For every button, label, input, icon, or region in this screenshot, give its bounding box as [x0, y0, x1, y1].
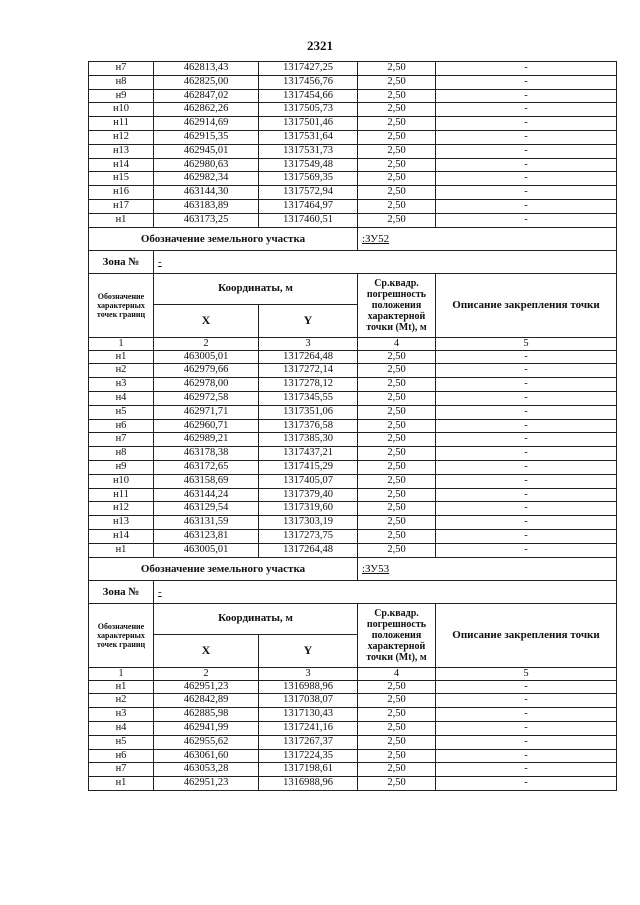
- x-cell: 462941,99: [154, 721, 259, 735]
- zone-label: Зона №: [89, 580, 154, 603]
- table-row: [89, 474, 617, 488]
- table-row: [89, 350, 617, 364]
- error-cell: 2,50: [358, 62, 436, 76]
- x-cell: 462945,01: [154, 144, 259, 158]
- point-cell: н3: [89, 708, 154, 722]
- x-cell: 462982,34: [154, 172, 259, 186]
- point-cell: н8: [89, 447, 154, 461]
- description-cell: -: [436, 433, 617, 447]
- error-header: Ср.квадр. погрешность положения характерной точки (Mt), м: [358, 603, 436, 667]
- table-row: [89, 763, 617, 777]
- y-cell: 1316988,96: [259, 680, 358, 694]
- point-cell: н14: [89, 529, 154, 543]
- description-cell: -: [436, 763, 617, 777]
- table-row: [89, 364, 617, 378]
- point-cell: н7: [89, 763, 154, 777]
- y-cell: 1317303,19: [259, 516, 358, 530]
- description-cell: -: [436, 130, 617, 144]
- point-cell: н7: [89, 433, 154, 447]
- point-cell: н10: [89, 474, 154, 488]
- x-header: X: [154, 634, 259, 667]
- description-cell: -: [436, 103, 617, 117]
- y-cell: 1317345,55: [259, 391, 358, 405]
- description-cell: -: [436, 364, 617, 378]
- y-cell: 1317273,75: [259, 529, 358, 543]
- zone-row: [89, 250, 617, 273]
- table-row: [89, 543, 617, 557]
- x-cell: 462813,43: [154, 62, 259, 76]
- x-cell: 462960,71: [154, 419, 259, 433]
- x-cell: 463005,01: [154, 543, 259, 557]
- x-cell: 463061,60: [154, 749, 259, 763]
- description-cell: -: [436, 708, 617, 722]
- y-cell: 1317405,07: [259, 474, 358, 488]
- error-cell: 2,50: [358, 777, 436, 791]
- page-number: 2321: [307, 38, 333, 53]
- x-cell: 463172,65: [154, 460, 259, 474]
- table-row: [89, 694, 617, 708]
- table-row: [89, 502, 617, 516]
- point-cell: н11: [89, 488, 154, 502]
- error-cell: 2,50: [358, 721, 436, 735]
- parcel-title-row: [89, 227, 617, 250]
- y-cell: 1317501,46: [259, 117, 358, 131]
- description-cell: -: [436, 735, 617, 749]
- table-row: [89, 433, 617, 447]
- coordinates-table: [88, 61, 617, 791]
- col-number-1: 1: [89, 667, 154, 680]
- y-cell: 1317264,48: [259, 350, 358, 364]
- point-cell: н1: [89, 213, 154, 227]
- table-row: [89, 186, 617, 200]
- error-cell: 2,50: [358, 735, 436, 749]
- x-cell: 463144,30: [154, 186, 259, 200]
- error-cell: 2,50: [358, 350, 436, 364]
- error-cell: 2,50: [358, 502, 436, 516]
- col-number-2: 2: [154, 667, 259, 680]
- error-cell: 2,50: [358, 749, 436, 763]
- description-cell: -: [436, 350, 617, 364]
- error-cell: 2,50: [358, 419, 436, 433]
- col-number-4: 4: [358, 337, 436, 350]
- x-cell: 462885,98: [154, 708, 259, 722]
- x-cell: 463053,28: [154, 763, 259, 777]
- point-cell: н13: [89, 144, 154, 158]
- error-cell: 2,50: [358, 694, 436, 708]
- table-row: [89, 405, 617, 419]
- parcel-title-label: Обозначение земельного участка: [89, 227, 358, 250]
- y-cell: 1317130,43: [259, 708, 358, 722]
- x-cell: 462989,21: [154, 433, 259, 447]
- table-row: [89, 735, 617, 749]
- description-cell: -: [436, 419, 617, 433]
- error-cell: 2,50: [358, 763, 436, 777]
- parcel-zu53-rows: [89, 680, 617, 790]
- y-cell: 1317531,73: [259, 144, 358, 158]
- y-cell: 1317319,60: [259, 502, 358, 516]
- point-cell: н7: [89, 62, 154, 76]
- description-cell: -: [436, 391, 617, 405]
- error-cell: 2,50: [358, 186, 436, 200]
- y-cell: 1317376,58: [259, 419, 358, 433]
- x-cell: 463129,54: [154, 502, 259, 516]
- y-cell: 1317241,16: [259, 721, 358, 735]
- description-cell: -: [436, 186, 617, 200]
- description-cell: -: [436, 144, 617, 158]
- table-row: [89, 75, 617, 89]
- parcel-zu52-block: [89, 227, 617, 350]
- col-number-4: 4: [358, 667, 436, 680]
- point-cell: н1: [89, 350, 154, 364]
- error-cell: 2,50: [358, 364, 436, 378]
- point-cell: н9: [89, 460, 154, 474]
- description-cell: -: [436, 213, 617, 227]
- table-row: [89, 103, 617, 117]
- point-cell: н6: [89, 749, 154, 763]
- point-cell: н15: [89, 172, 154, 186]
- point-cell: н4: [89, 391, 154, 405]
- table-row: [89, 89, 617, 103]
- parcel-designation: :ЗУ52: [358, 227, 617, 250]
- description-cell: -: [436, 721, 617, 735]
- zone-label: Зона №: [89, 250, 154, 273]
- y-cell: 1317531,64: [259, 130, 358, 144]
- x-cell: 462915,35: [154, 130, 259, 144]
- table-row: [89, 419, 617, 433]
- x-cell: 462980,63: [154, 158, 259, 172]
- table-row: [89, 777, 617, 791]
- point-cell: н2: [89, 694, 154, 708]
- x-cell: 462825,00: [154, 75, 259, 89]
- error-cell: 2,50: [358, 172, 436, 186]
- coords-header: Координаты, м: [154, 273, 358, 304]
- y-cell: 1317038,07: [259, 694, 358, 708]
- x-cell: 463158,69: [154, 474, 259, 488]
- description-cell: -: [436, 447, 617, 461]
- error-cell: 2,50: [358, 405, 436, 419]
- description-cell: -: [436, 777, 617, 791]
- error-cell: 2,50: [358, 378, 436, 392]
- col-number-5: 5: [436, 667, 617, 680]
- point-cell: н5: [89, 405, 154, 419]
- description-cell: -: [436, 529, 617, 543]
- point-cell: н9: [89, 89, 154, 103]
- error-cell: 2,50: [358, 543, 436, 557]
- table-row: [89, 158, 617, 172]
- table-row: [89, 62, 617, 76]
- description-cell: -: [436, 75, 617, 89]
- point-cell: н2: [89, 364, 154, 378]
- error-cell: 2,50: [358, 460, 436, 474]
- x-cell: 462955,62: [154, 735, 259, 749]
- error-cell: 2,50: [358, 447, 436, 461]
- parcel-zu53-block: [89, 557, 617, 680]
- table-row: [89, 213, 617, 227]
- error-cell: 2,50: [358, 680, 436, 694]
- description-cell: -: [436, 543, 617, 557]
- parcel-designation: :ЗУ53: [358, 557, 617, 580]
- y-cell: 1317198,61: [259, 763, 358, 777]
- zone-value: -: [154, 580, 617, 603]
- table-row: [89, 199, 617, 213]
- description-cell: -: [436, 680, 617, 694]
- y-cell: 1317385,30: [259, 433, 358, 447]
- y-cell: 1317454,66: [259, 89, 358, 103]
- description-header: Описание закрепления точки: [436, 603, 617, 667]
- y-cell: 1317505,73: [259, 103, 358, 117]
- point-cell: н6: [89, 419, 154, 433]
- error-cell: 2,50: [358, 89, 436, 103]
- section-continued-rows: [89, 62, 617, 228]
- x-cell: 463173,25: [154, 213, 259, 227]
- point-cell: н10: [89, 103, 154, 117]
- error-cell: 2,50: [358, 529, 436, 543]
- point-cell: н14: [89, 158, 154, 172]
- point-cell: н1: [89, 680, 154, 694]
- description-cell: -: [436, 694, 617, 708]
- error-cell: 2,50: [358, 75, 436, 89]
- x-cell: 463178,38: [154, 447, 259, 461]
- description-cell: -: [436, 62, 617, 76]
- point-cell: н5: [89, 735, 154, 749]
- description-cell: -: [436, 460, 617, 474]
- point-cell: н8: [89, 75, 154, 89]
- description-cell: -: [436, 749, 617, 763]
- description-cell: -: [436, 172, 617, 186]
- zone-value: -: [154, 250, 617, 273]
- y-cell: 1317572,94: [259, 186, 358, 200]
- table-row: [89, 460, 617, 474]
- point-cell: н12: [89, 502, 154, 516]
- table-row: [89, 708, 617, 722]
- y-cell: 1317415,29: [259, 460, 358, 474]
- point-cell: н13: [89, 516, 154, 530]
- y-cell: 1317224,35: [259, 749, 358, 763]
- point-cell: н12: [89, 130, 154, 144]
- description-cell: -: [436, 502, 617, 516]
- table-row: [89, 749, 617, 763]
- y-cell: 1317427,25: [259, 62, 358, 76]
- col-number-5: 5: [436, 337, 617, 350]
- table-row: [89, 721, 617, 735]
- col-number-1: 1: [89, 337, 154, 350]
- description-header: Описание закрепления точки: [436, 273, 617, 337]
- description-cell: -: [436, 474, 617, 488]
- error-cell: 2,50: [358, 130, 436, 144]
- error-cell: 2,50: [358, 474, 436, 488]
- x-cell: 462951,23: [154, 777, 259, 791]
- point-cell: н11: [89, 117, 154, 131]
- point-header: Обозначение характерных точек границ: [89, 603, 154, 667]
- header-row-top: [89, 603, 617, 634]
- y-cell: 1317272,14: [259, 364, 358, 378]
- y-header: Y: [259, 634, 358, 667]
- x-cell: 462978,00: [154, 378, 259, 392]
- y-cell: 1317569,35: [259, 172, 358, 186]
- header-row-top: [89, 273, 617, 304]
- y-header: Y: [259, 304, 358, 337]
- table-row: [89, 447, 617, 461]
- error-header: Ср.квадр. погрешность положения характерной точки (Mt), м: [358, 273, 436, 337]
- error-cell: 2,50: [358, 391, 436, 405]
- x-cell: 462847,02: [154, 89, 259, 103]
- column-numbers-row: [89, 337, 617, 350]
- y-cell: 1317549,48: [259, 158, 358, 172]
- error-cell: 2,50: [358, 144, 436, 158]
- description-cell: -: [436, 405, 617, 419]
- table-row: [89, 488, 617, 502]
- error-cell: 2,50: [358, 103, 436, 117]
- point-cell: н1: [89, 777, 154, 791]
- point-cell: н3: [89, 378, 154, 392]
- y-cell: 1316988,96: [259, 777, 358, 791]
- parcel-title-row: [89, 557, 617, 580]
- x-cell: 462914,69: [154, 117, 259, 131]
- x-cell: 462842,89: [154, 694, 259, 708]
- coords-header: Координаты, м: [154, 603, 358, 634]
- parcel-title-label: Обозначение земельного участка: [89, 557, 358, 580]
- error-cell: 2,50: [358, 158, 436, 172]
- description-cell: -: [436, 89, 617, 103]
- table-row: [89, 117, 617, 131]
- y-cell: 1317460,51: [259, 213, 358, 227]
- y-cell: 1317267,37: [259, 735, 358, 749]
- table-row: [89, 391, 617, 405]
- error-cell: 2,50: [358, 516, 436, 530]
- table-row: [89, 172, 617, 186]
- table-row: [89, 130, 617, 144]
- column-numbers-row: [89, 667, 617, 680]
- point-cell: н1: [89, 543, 154, 557]
- table-row: [89, 529, 617, 543]
- table-row: [89, 144, 617, 158]
- description-cell: -: [436, 516, 617, 530]
- y-cell: 1317456,76: [259, 75, 358, 89]
- description-cell: -: [436, 199, 617, 213]
- table-row: [89, 680, 617, 694]
- x-cell: 463005,01: [154, 350, 259, 364]
- y-cell: 1317351,06: [259, 405, 358, 419]
- error-cell: 2,50: [358, 433, 436, 447]
- y-cell: 1317437,21: [259, 447, 358, 461]
- x-header: X: [154, 304, 259, 337]
- description-cell: -: [436, 378, 617, 392]
- point-cell: н4: [89, 721, 154, 735]
- x-cell: 463183,89: [154, 199, 259, 213]
- point-cell: н17: [89, 199, 154, 213]
- x-cell: 462862,26: [154, 103, 259, 117]
- error-cell: 2,50: [358, 117, 436, 131]
- x-cell: 463131,59: [154, 516, 259, 530]
- point-cell: н16: [89, 186, 154, 200]
- zone-row: [89, 580, 617, 603]
- x-cell: 462951,23: [154, 680, 259, 694]
- error-cell: 2,50: [358, 488, 436, 502]
- description-cell: -: [436, 488, 617, 502]
- description-cell: -: [436, 158, 617, 172]
- y-cell: 1317464,97: [259, 199, 358, 213]
- x-cell: 462972,58: [154, 391, 259, 405]
- parcel-zu52-rows: [89, 350, 617, 557]
- x-cell: 462971,71: [154, 405, 259, 419]
- table-row: [89, 516, 617, 530]
- error-cell: 2,50: [358, 708, 436, 722]
- y-cell: 1317278,12: [259, 378, 358, 392]
- y-cell: 1317264,48: [259, 543, 358, 557]
- y-cell: 1317379,40: [259, 488, 358, 502]
- x-cell: 462979,66: [154, 364, 259, 378]
- error-cell: 2,50: [358, 199, 436, 213]
- col-number-3: 3: [259, 337, 358, 350]
- table-row: [89, 378, 617, 392]
- point-header: Обозначение характерных точек границ: [89, 273, 154, 337]
- error-cell: 2,50: [358, 213, 436, 227]
- col-number-2: 2: [154, 337, 259, 350]
- description-cell: -: [436, 117, 617, 131]
- x-cell: 463144,24: [154, 488, 259, 502]
- col-number-3: 3: [259, 667, 358, 680]
- x-cell: 463123,81: [154, 529, 259, 543]
